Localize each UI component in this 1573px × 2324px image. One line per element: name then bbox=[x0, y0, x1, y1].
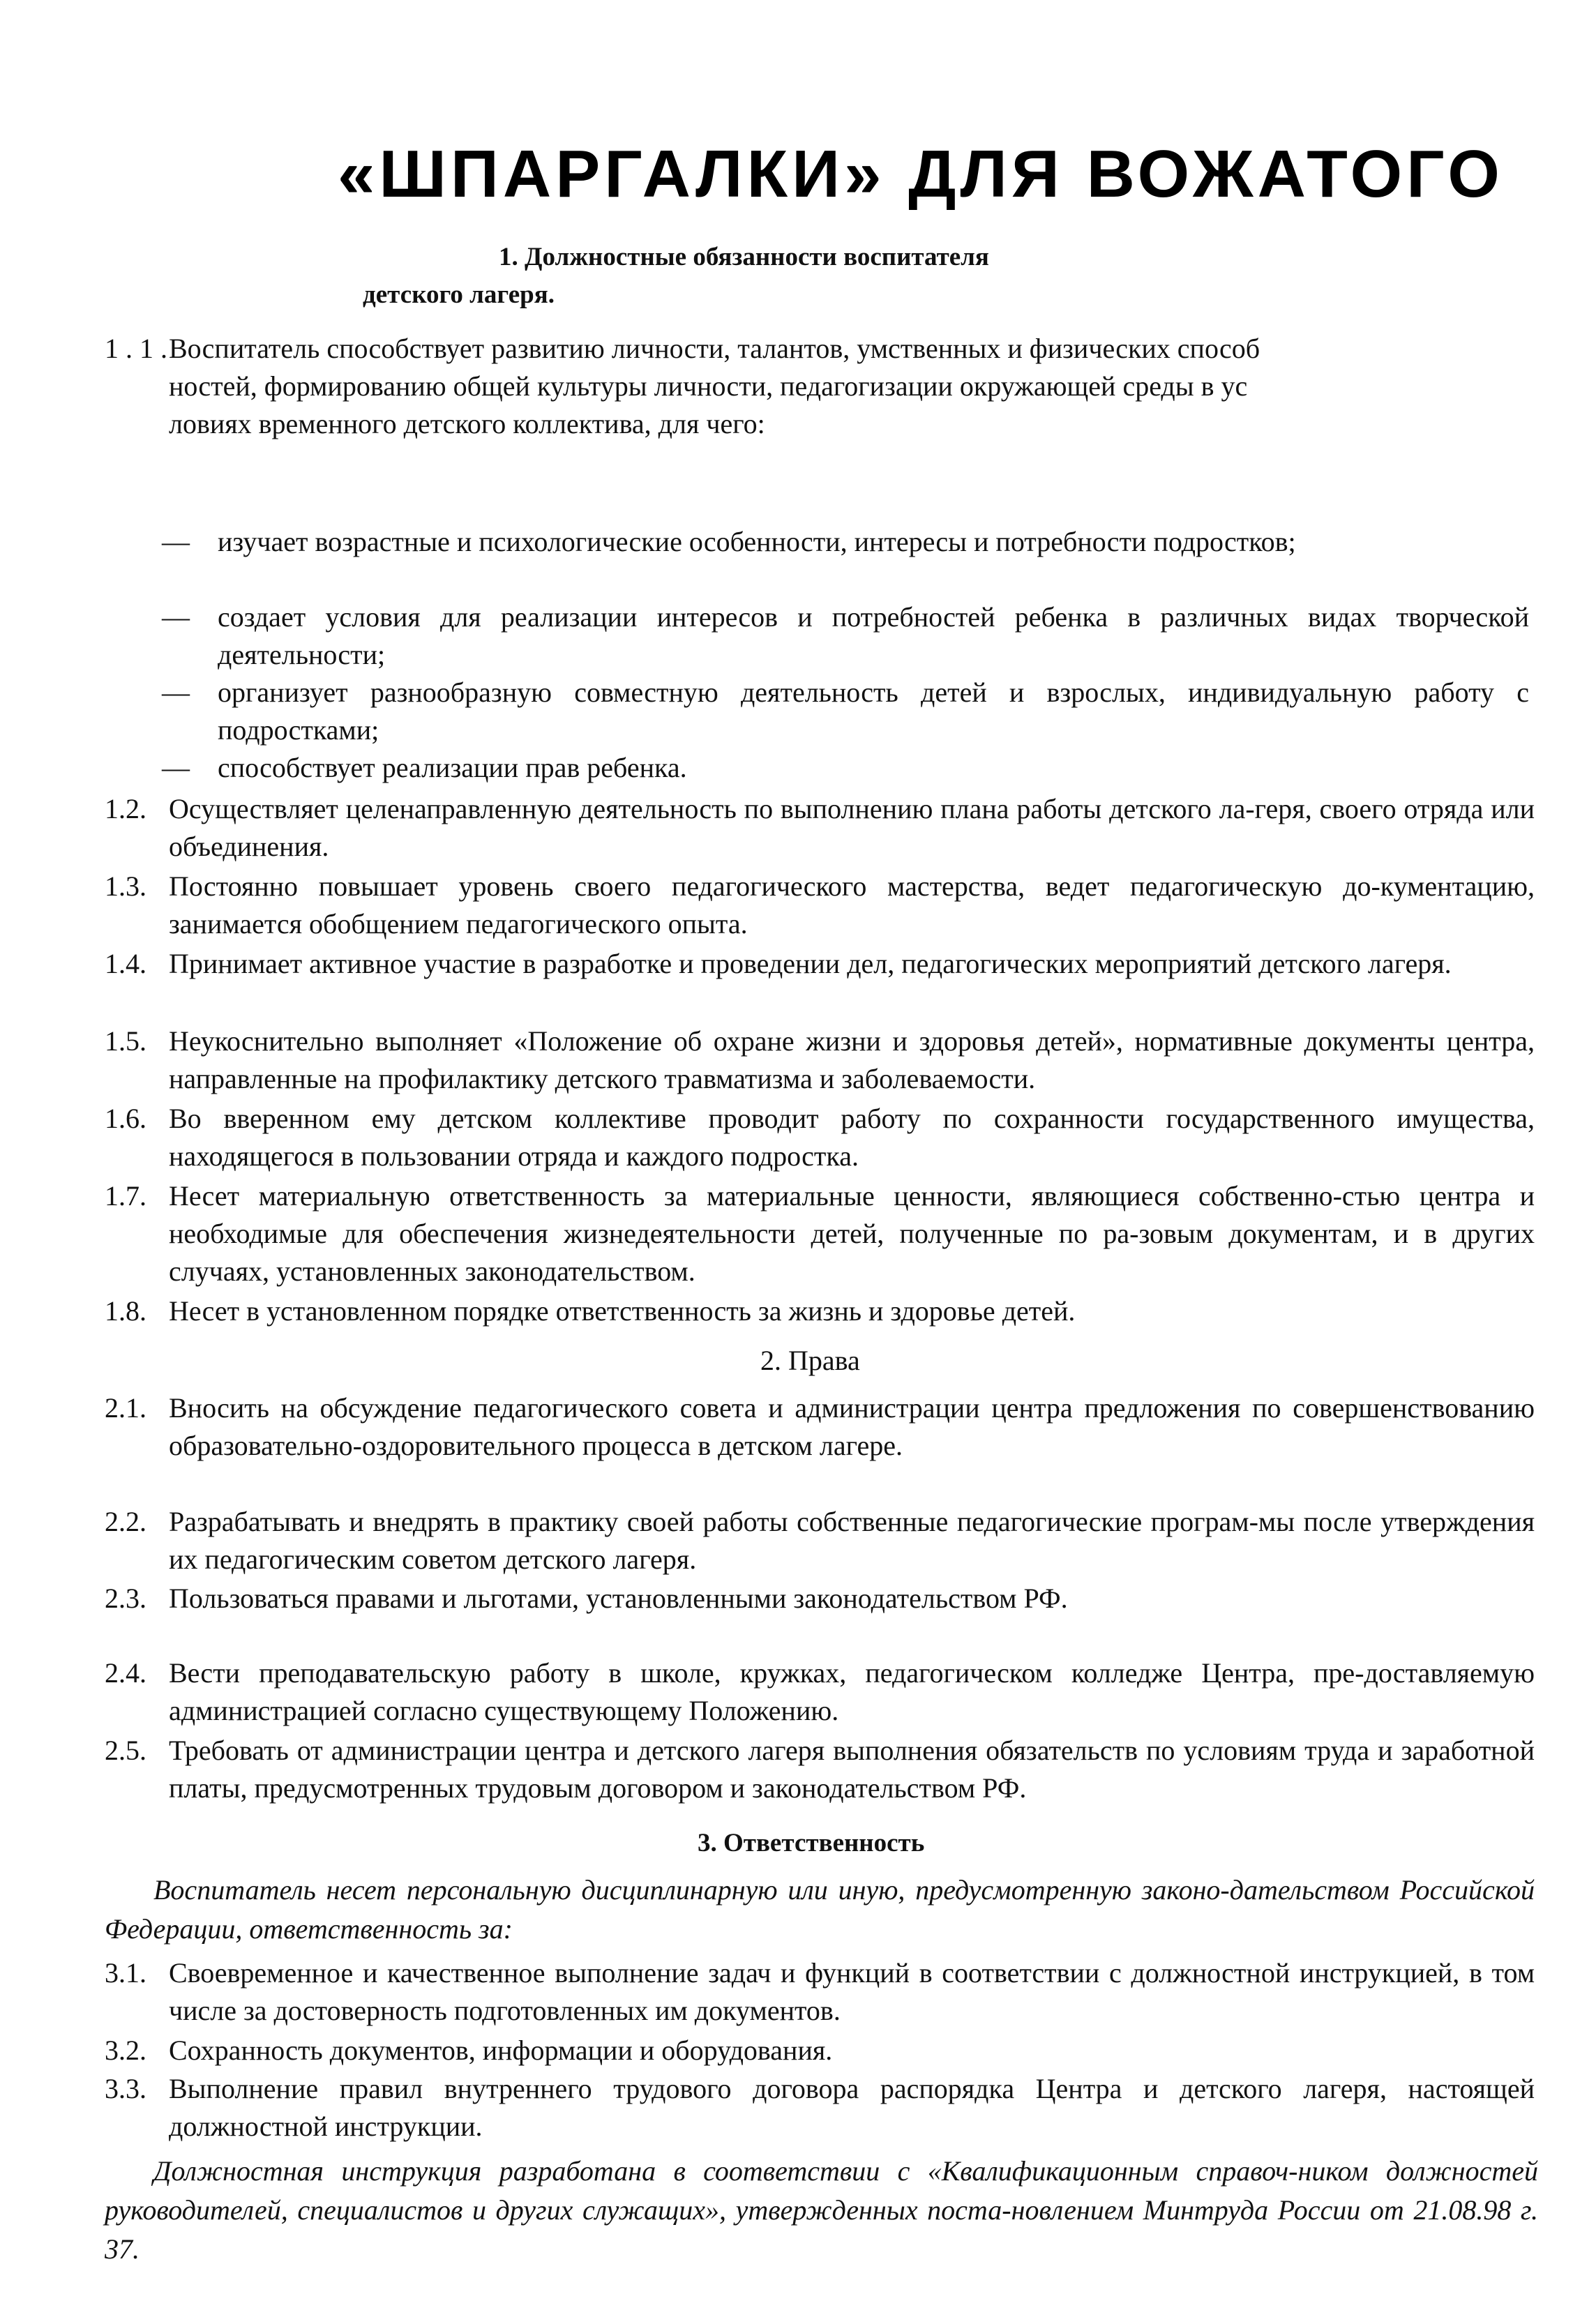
item-text: Вести преподавательскую работу в школе, кружках, педагогическом колледже Центра, пре-доставляемую администрацией согласно существующему Положению. bbox=[169, 1657, 1535, 1726]
item-number: 1.3. bbox=[105, 870, 146, 902]
item-number: 2.5. bbox=[105, 1735, 146, 1766]
item-text: Разрабатывать и внедрять в практику своей работы собственные педагогические програм-мы после утверждения их педагогическим советом детского лагеря. bbox=[169, 1506, 1535, 1575]
item-text: Несет материальную ответственность за материальные ценности, являющиеся собственно-стью центра и необходимые для обеспечения жизнедеятельности детей, полученные по ра-зовым документам, и в других случаях, установленных законодательством. bbox=[169, 1180, 1535, 1287]
item-text: Принимает активное участие в разработке и проведении дел, педагогических мероприятий детского лагеря. bbox=[169, 948, 1452, 979]
item-text: Во вверенном ему детском коллективе проводит работу по сохранности государственного имущества, находящегося в пользовании отряда и каждого подростка. bbox=[169, 1103, 1535, 1172]
section3-heading: 3. Ответственность bbox=[698, 1829, 925, 1857]
item-number: 1.8. bbox=[105, 1295, 146, 1327]
item-number: 3.2. bbox=[105, 2035, 146, 2066]
item-2-2 bbox=[105, 1503, 1535, 1578]
item-1-1-line3: ловиях временного детского коллектива, для чего: bbox=[169, 408, 765, 439]
item-number: 1.6. bbox=[105, 1103, 146, 1134]
item-number: 2.2. bbox=[105, 1506, 146, 1537]
bullet-text: организует разнообразную совместную деятельность детей и взрослых, индивидуальную работу с подростками; bbox=[218, 677, 1529, 746]
item-text: Несет в установленном порядке ответственность за жизнь и здоровье детей. bbox=[169, 1295, 1076, 1327]
section3-intro: Воспитатель несет персональную дисциплинарную или иную, предусмотренную законо-дательством Российской Федерации, ответственность за: bbox=[105, 1874, 1535, 1945]
bullet-item bbox=[162, 523, 1529, 561]
item-number: 1 . 1 . bbox=[105, 333, 167, 364]
item-text: Постоянно повышает уровень своего педагогического мастерства, ведет педагогическую до-кументацию, занимается обобщением педагогического опыта. bbox=[169, 870, 1535, 940]
footer-note: Должностная инструкция разработана в соответствии с «Квалификационным справоч-ником должностей руководителей, специалистов и других служащих», утвержденных поста-новлением Минтруда России от 21.08.98 г. 37. bbox=[105, 2155, 1538, 2265]
item-number: 3.1. bbox=[105, 1957, 146, 1989]
item-number: 2.1. bbox=[105, 1392, 146, 1424]
item-text: Осуществляет целенаправленную деятельность по выполнению плана работы детского ла-геря, своего отряда или объединения. bbox=[169, 793, 1535, 862]
bullet-item bbox=[162, 674, 1529, 749]
item-number: 1.7. bbox=[105, 1180, 146, 1212]
item-text: Сохранность документов, информации и оборудования. bbox=[169, 2035, 833, 2066]
item-2-4 bbox=[105, 1654, 1535, 1730]
item-text: Неукоснительно выполняет «Положение об охране жизни и здоровья детей», нормативные документы центра, направленные на профилактику детского травматизма и заболеваемости. bbox=[169, 1025, 1535, 1094]
bullet-text: способствует реализации прав ребенка. bbox=[218, 752, 687, 783]
item-text: Пользоваться правами и льготами, установленными законодательством РФ. bbox=[169, 1583, 1068, 1614]
item-number: 1.4. bbox=[105, 948, 146, 979]
item-text: Своевременное и качественное выполнение задач и функций в соответствии с должностной инструкцией, в том числе за достоверность подготовленных им документов. bbox=[169, 1957, 1535, 2026]
item-number: 2.4. bbox=[105, 1657, 146, 1689]
section2-heading: 2. Права bbox=[760, 1345, 860, 1376]
item-1-2 bbox=[105, 790, 1535, 866]
dash-mark: — bbox=[162, 677, 190, 708]
bullet-item bbox=[162, 598, 1529, 674]
page-title: «ШПАРГАЛКИ» ДЛЯ ВОЖАТОГО bbox=[338, 137, 1504, 211]
item-text: Вносить на обсуждение педагогического совета и администрации центра предложения по совершенствованию образовательно-оздоровительного процесса в детском лагере. bbox=[169, 1392, 1535, 1461]
item-number: 2.3. bbox=[105, 1583, 146, 1614]
item-1-1 bbox=[105, 330, 1535, 443]
bullet-text: изучает возрастные и психологические особенности, интересы и потребности подростков; bbox=[218, 526, 1296, 557]
dash-mark: — bbox=[162, 601, 190, 633]
item-2-1 bbox=[105, 1389, 1535, 1465]
item-1-5 bbox=[105, 1023, 1535, 1098]
item-text: Выполнение правил внутреннего трудового договора распорядка Центра и детского лагеря, настоящей должностной инструкции. bbox=[169, 2073, 1535, 2142]
item-1-1-line2: ностей, формированию общей культуры личности, педагогизации окружающей среды в ус bbox=[169, 370, 1248, 402]
item-1-6 bbox=[105, 1100, 1535, 1175]
dash-mark: — bbox=[162, 752, 190, 783]
item-2-3 bbox=[105, 1580, 1535, 1617]
section1-heading-line2: детского лагеря. bbox=[363, 280, 555, 309]
item-text: Требовать от администрации центра и детского лагеря выполнения обязательств по условиям труда и заработной платы, предусмотренных трудовым договором и законодательством РФ. bbox=[169, 1735, 1535, 1804]
section1-heading-line1: 1. Должностные обязанности воспитателя bbox=[499, 243, 989, 271]
item-3-1 bbox=[105, 1954, 1535, 2030]
item-number: 1.5. bbox=[105, 1025, 146, 1057]
item-1-1-line1: Воспитатель способствует развитию личности, талантов, умственных и физических способ bbox=[169, 333, 1260, 364]
item-1-8 bbox=[105, 1292, 1535, 1330]
item-1-3 bbox=[105, 868, 1535, 943]
item-1-7 bbox=[105, 1177, 1535, 1290]
item-number: 3.3. bbox=[105, 2073, 146, 2104]
dash-mark: — bbox=[162, 526, 190, 557]
bullet-text: создает условия для реализации интересов и потребностей ребенка в различных видах творческой деятельности; bbox=[218, 601, 1529, 670]
item-3-3 bbox=[105, 2070, 1535, 2145]
item-number: 1.2. bbox=[105, 793, 146, 824]
item-1-4 bbox=[105, 945, 1535, 983]
item-3-2 bbox=[105, 2032, 1535, 2069]
item-2-5 bbox=[105, 1732, 1535, 1807]
bullet-item bbox=[162, 749, 1529, 787]
